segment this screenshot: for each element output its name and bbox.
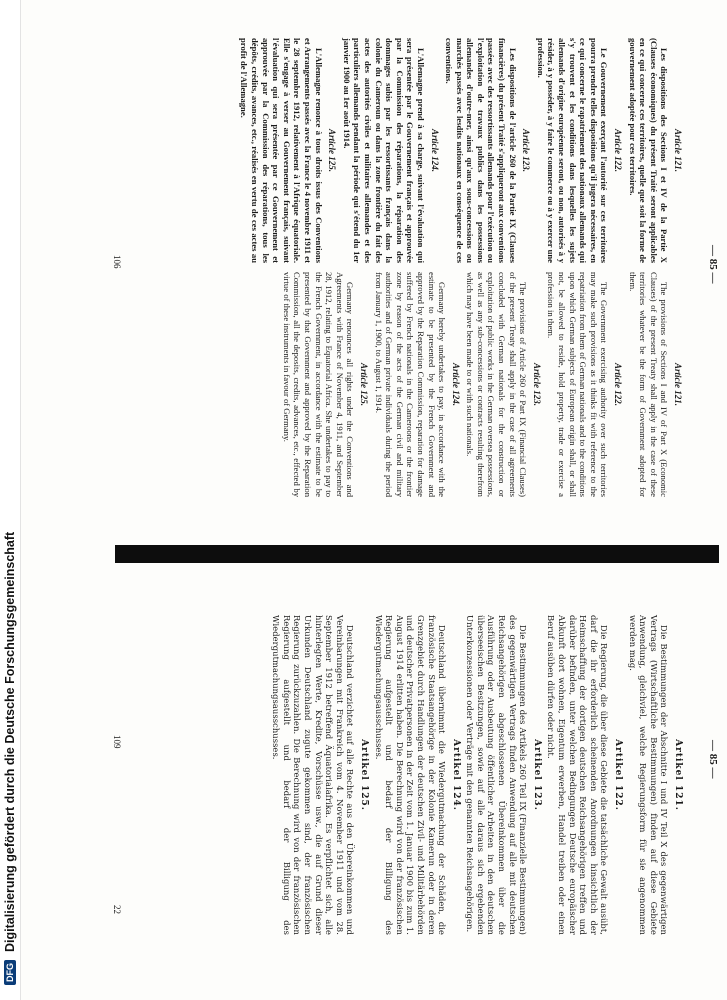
english-column — [277, 272, 687, 497]
french-column — [235, 38, 687, 263]
article-heading: Artikel 124. — [450, 739, 461, 811]
article-text: Le Gouvernement exerçant l'autorité sur ces territoires pourra prendre telles dispositions qu'il jugera nécessaires, en ce qui concerne le rapatriement des nationaux allemands qui s'y trouvent et les conditions dans lesquelles les sujets allemands d'origine européenne seront, ou non, autorisés à y résider, à y posséder, à y faire le commerce ou à y exercer une profession. — [535, 38, 610, 263]
banner-text: Digitalisierung gefördert durch die Deutsche Forschungsgemeinschaft — [3, 531, 17, 952]
page-gutter-shadow — [115, 545, 719, 563]
article-text: Deutschland übernimmt die Wiedergutmachung der Schäden, die französische Staatsangehörige in der Kolonie Kamerun oder in deren Grenzgebiet durch Handlungen der deutschen Zivil- und Militärbehörden und deutscher Privatpersonen in der Zeit vom 1. Januar 1900 bis zum 1. August 1914 erlitten haben. Die Berechnung wird von der französischen Regierung aufgestellt und bedarf der Billigung des Wiedergutmachungsausschusses. — [373, 615, 448, 935]
article-heading: Artikel 122. — [613, 739, 624, 811]
article-text: The provisions of Sections I and IV of Part X (Economic Clauses) of the present Treaty shall apply in the case of these territories whatever be the form of Government adopted for them. — [627, 272, 670, 497]
page-number: — 85 — — [707, 740, 719, 779]
article-heading: Article 125. — [327, 129, 338, 172]
article-text: L'Allemagne renonce à tous droits issus des Conventions et Arrangements passés avec la France le 4 novembre 1911 et le 28 septembre 1912, relativement à l'Afrique équatoriale. Elle s'engage à verser au Gouvernement français, suivant l'évaluation qui sera présentée par ce Gouvernement et approuvée par la Commission des réparations, tous les dépôts, crédits, avances, etc., réalisés en vertu de ces actes au profit de l'Allemagne. — [239, 38, 324, 263]
article-heading: Artikel 121. — [673, 739, 683, 811]
article-text: Deutschland verzichtet auf alle Rechte aus den Übereinkommen und Vereinbarungen mit Frankreich vom 4. November 1911 und vom 28. September 1912 betreffend Äquatorialafrika. Es verpflichtet sich, alle hinterlegten Werte, Kredite, Vorschüsse usw., die auf Grund dieser Urkunden Deutschland zugute gekommen sind, der französischen Regierung zurückzuzahlen. Die Berechnung wird von der französischen Regierung aufgestellt und bedarf der Billigung des Wiedergutmachungsausschusses. — [271, 615, 356, 935]
page-footer: 109 — [112, 735, 122, 749]
article-heading: Article 121. — [673, 129, 683, 172]
article-heading: Article 124. — [450, 363, 461, 406]
german-column — [267, 615, 687, 935]
article-text: Germany renounces all rights under the Conventions and Agreements with France of November 4, 1911, and September 28, 1912, relating to Equatorial Africa. She undertakes to pay to the French Government, in accordance with the estimate to be presented by that Government and approved by the Reparation Commission, all the deposits, credits, advances, etc., effected by virtue of these instruments in favour of Germany. — [281, 272, 356, 497]
page-number: — 85 — — [707, 245, 719, 284]
article-text: The provisions of Article 260 of Part IX (Financial Clauses) of the present Treaty shall apply in the case of all agreements concluded with German nationals for the construction or exploitation of public works in the German oversea possessions, as well as any sub-concessions or contracts resulting therefrom which may have been made to or with such nationals. — [465, 272, 529, 497]
article-text: Die Regierung, die über diese Gebiete die tatsächliche Gewalt ausübt, darf die ihr erforderlich scheinenden Anordnungen hinsichtlich der Heimschaffung der dortigen deutschen Reichsangehörigen treffen und darüber befinden, unter welchen Bedingungen Deutsche europäischer Abkunft dort wohnen, Eigentum erwerben, Handel treiben oder einen Beruf ausüben dürfen oder nicht. — [546, 615, 610, 935]
left-page — [107, 30, 727, 500]
article-text: L'Allemagne prend à sa charge, suivant l'évaluation qui sera présentée par le Gouvernement français et approuvée par la Commission des réparations, la réparation des dommages subis par les ressortissants français dans la colonie du Cameroun ou dans la zone frontière du fait des actes des autorités civiles et militaires allemandes et des particuliers allemands pendant la période qui s'étend du 1er janvier 1900 au 1er août 1914. — [341, 38, 426, 263]
article-heading: Artikel 125. — [358, 739, 369, 811]
article-text: The Government exercising authority over such territories may make such provisions as it thinks fit with reference to the repatriation from them of German nationals and to the conditions upon which German subjects of European origin shall, or shall not, be allowed to reside, hold property, trade or exercise a profession in them. — [546, 272, 610, 497]
article-heading: Article 123. — [531, 363, 542, 406]
dfg-logo-icon: DFG — [4, 960, 16, 985]
page-footer: 106 — [112, 255, 122, 269]
article-heading: Artikel 123. — [531, 739, 542, 811]
digitization-banner — [2, 35, 18, 985]
rotated-spread — [107, 30, 727, 970]
article-text: Les dispositions des Sections I et IV de la Partie X (Clauses économiques) du présent Traité seront applicables en ce qui concerne ces territoires, quelle que soit la forme de gouvernement adoptée pour ces territoires. — [627, 38, 670, 263]
article-text: Die Bestimmungen der Abschnitte I und IV Teil X des gegenwärtigen Vertrags (Wirtschaftliche Bestimmungen) finden auf diese Gebiete Anwendung, gleichviel, welche Regierungsform für sie angenommen werden mag. — [627, 615, 670, 935]
article-heading: Article 122. — [613, 129, 624, 172]
right-page — [107, 575, 727, 970]
article-text: Les dispositions de l'article 260 de la Partie IX (Clauses financières) du présent Traité s'appliqueront aux conventions passées avec des ressortissants allemands pour l'exécution ou l'exploitation de travaux publics dans les possessions allemandes d'outre-mer, ainsi qu'aux sous-concessions ou marchés passés avec lesdits nationaux en conséquence de ces conventions. — [444, 38, 518, 263]
article-text: Germany hereby undertakes to pay, in accordance with the estimate to be presented by the French Government and approved by the Reparation Commission, reparation for damage suffered by French nationals in the Cameroons or the frontier zone by reason of the acts of the German civil and military authorities and of German private individuals during the period from January 1, 1900, to August 1, 1914. — [373, 272, 448, 497]
article-heading: Article 124. — [429, 129, 440, 172]
article-heading: Article 122. — [613, 363, 624, 406]
article-heading: Article 123. — [521, 129, 532, 172]
page-signature: 22 — [112, 905, 122, 914]
article-heading: Article 125. — [358, 363, 369, 406]
article-text: Die Bestimmungen des Artikels 260 Teil IX (Finanzielle Bestimmungen) des gegenwärtigen Vertrags finden Anwendung auf alle mit deutschen Reichsangehörigen abgeschlossenen Übereinkommen über die Ausführung oder Ausbeutung öffentlicher Arbeiten in den deutschen überseeischen Besitzungen, sowie auf alle daraus sich ergebenden Unterkonzessionen oder Verträge mit den genannten Reichsangehörigen. — [465, 615, 529, 935]
article-heading: Article 121. — [673, 363, 683, 406]
